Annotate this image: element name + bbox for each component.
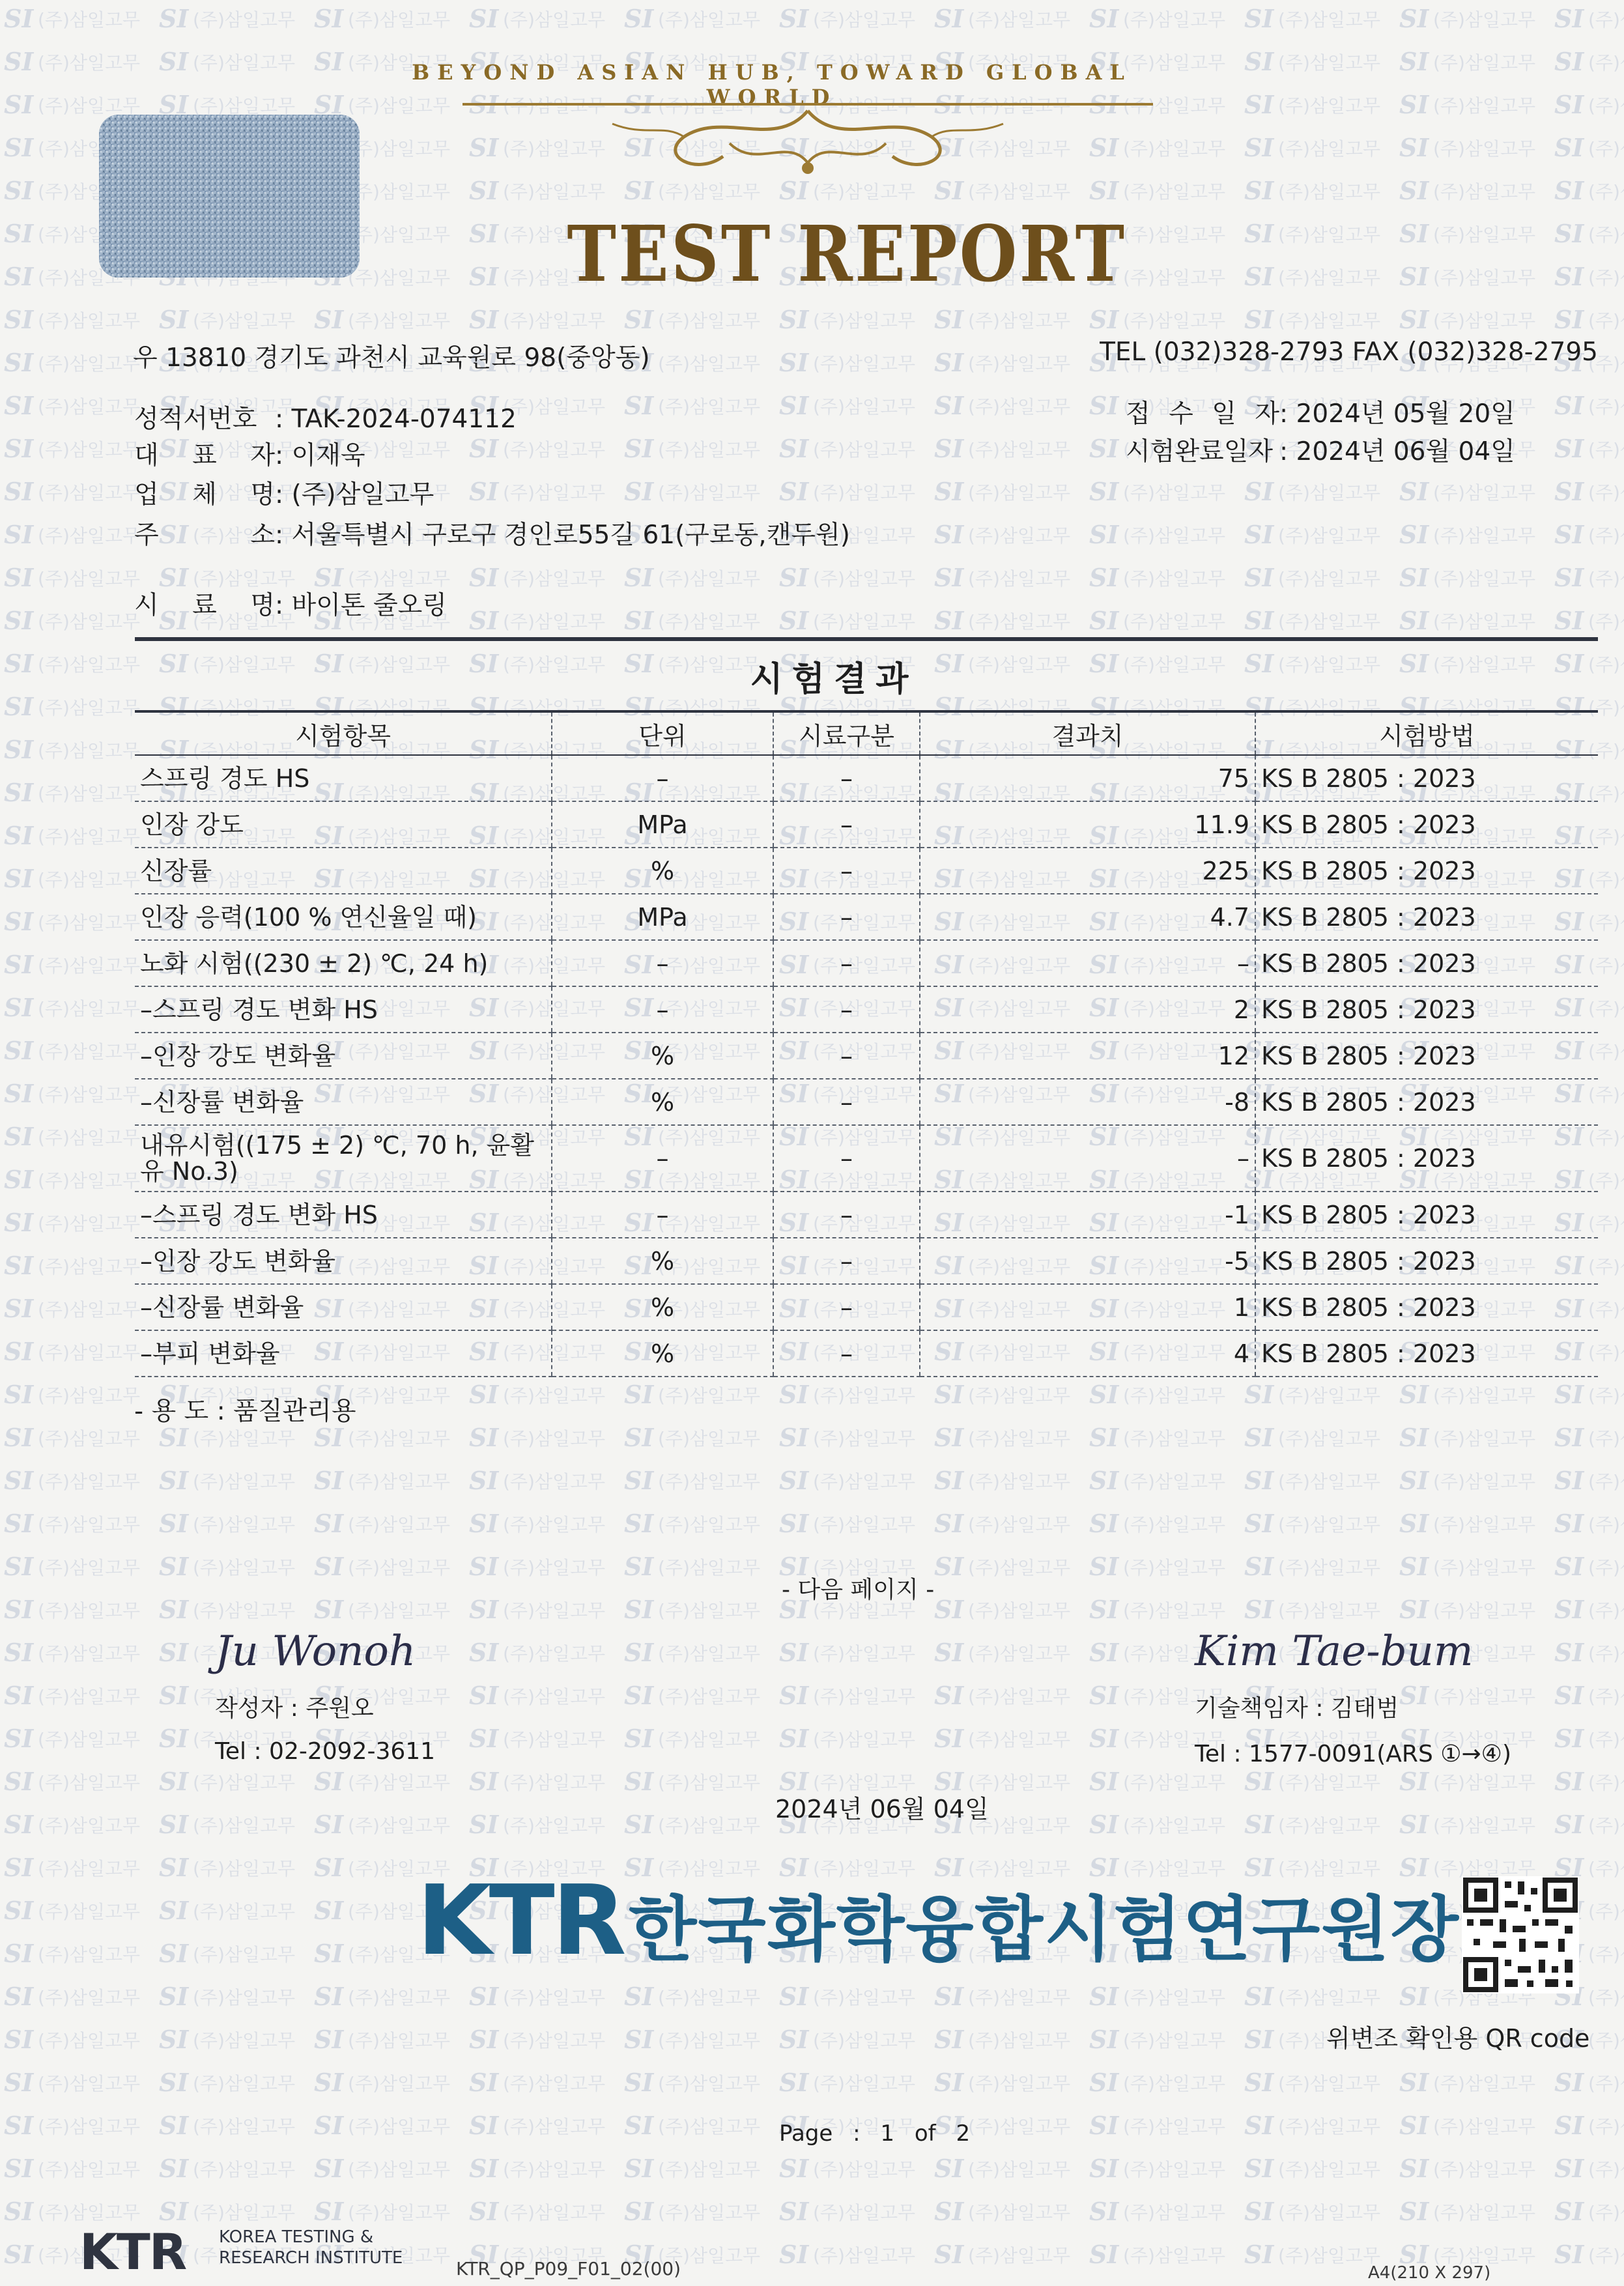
cell-sample: – bbox=[773, 940, 920, 986]
cell-unit: – bbox=[552, 755, 773, 801]
cell-sample: – bbox=[773, 801, 920, 848]
meta-address: 주 소: 서울특별시 구로구 경인로55길 61(구로동,캔두원) bbox=[134, 521, 850, 550]
cell-value: 4.7 bbox=[920, 894, 1255, 940]
writer-signature: Ju Wonoh bbox=[215, 1627, 416, 1676]
tech-manager-tel: Tel : 1577-0091(ARS ①→④) bbox=[1195, 1741, 1511, 1767]
cell-unit: – bbox=[552, 940, 773, 986]
cell-method: KS B 2805 : 2023 bbox=[1255, 1079, 1598, 1125]
table-row bbox=[135, 755, 1598, 801]
cell-item: 인장 응력(100 % 연신율일 때) bbox=[135, 894, 552, 940]
col-header-sample: 시료구분 bbox=[773, 711, 920, 755]
hologram-seal bbox=[99, 115, 360, 278]
table-row bbox=[135, 894, 1598, 940]
gold-ornament bbox=[449, 98, 1166, 195]
cell-item: 인장 강도 bbox=[135, 801, 552, 848]
table-row bbox=[135, 1033, 1598, 1079]
cell-item: 스프링 경도 HS bbox=[135, 755, 552, 801]
cell-method: KS B 2805 : 2023 bbox=[1255, 1033, 1598, 1079]
cell-method: KS B 2805 : 2023 bbox=[1255, 801, 1598, 848]
cell-sample: – bbox=[773, 1125, 920, 1192]
cell-unit: MPa bbox=[552, 801, 773, 848]
cell-sample: – bbox=[773, 1238, 920, 1284]
cell-unit: % bbox=[552, 1284, 773, 1330]
cell-unit: – bbox=[552, 986, 773, 1033]
cell-item: –인장 강도 변화율 bbox=[135, 1238, 552, 1284]
cell-item: –인장 강도 변화율 bbox=[135, 1033, 552, 1079]
cell-sample: – bbox=[773, 894, 920, 940]
cell-method: KS B 2805 : 2023 bbox=[1255, 986, 1598, 1033]
cell-unit: % bbox=[552, 1238, 773, 1284]
lab-tel-fax: TEL (032)328-2793 FAX (032)328-2795 bbox=[1100, 337, 1598, 367]
cell-sample: – bbox=[773, 755, 920, 801]
cell-value: 2 bbox=[920, 986, 1255, 1033]
cell-method: KS B 2805 : 2023 bbox=[1255, 1284, 1598, 1330]
meta-completed-date: 시험완료일자 : 2024년 06월 04일 bbox=[1126, 437, 1515, 466]
cell-method: KS B 2805 : 2023 bbox=[1255, 1192, 1598, 1238]
writer-tel: Tel : 02-2092-3611 bbox=[215, 1738, 436, 1765]
cell-item: –신장률 변화율 bbox=[135, 1079, 552, 1125]
table-row bbox=[135, 940, 1598, 986]
next-page-note: - 다음 페이지 - bbox=[782, 1577, 935, 1603]
cell-sample: – bbox=[773, 848, 920, 894]
cell-unit: % bbox=[552, 1330, 773, 1377]
report-title: TEST REPORT bbox=[567, 208, 1127, 299]
qr-code-label: 위변조 확인용 QR code bbox=[1326, 2024, 1590, 2053]
cell-method: KS B 2805 : 2023 bbox=[1255, 1330, 1598, 1377]
footer-paper-size: A4(210 X 297) bbox=[1368, 2263, 1491, 2283]
cell-method: KS B 2805 : 2023 bbox=[1255, 1238, 1598, 1284]
cell-value: 75 bbox=[920, 755, 1255, 801]
cell-item: –신장률 변화율 bbox=[135, 1284, 552, 1330]
cell-method: KS B 2805 : 2023 bbox=[1255, 894, 1598, 940]
cell-sample: – bbox=[773, 1079, 920, 1125]
ktr-logo: KTR bbox=[417, 1865, 624, 1977]
cell-item: –스프링 경도 변화 HS bbox=[135, 1192, 552, 1238]
table-row bbox=[135, 1192, 1598, 1238]
footer-form-code: KTR_QP_P09_F01_02(00) bbox=[456, 2258, 681, 2279]
cell-unit: % bbox=[552, 1033, 773, 1079]
cell-method: KS B 2805 : 2023 bbox=[1255, 755, 1598, 801]
table-row bbox=[135, 986, 1598, 1033]
meta-sample-name: 시 료 명: 바이톤 줄오링 bbox=[134, 591, 447, 620]
institute-name: 한국화학융합시험연구원장 bbox=[629, 1889, 1460, 1971]
tech-manager-signature: Kim Tae-bum bbox=[1195, 1627, 1474, 1676]
cell-unit: – bbox=[552, 1125, 773, 1192]
table-row bbox=[135, 848, 1598, 894]
meta-representative: 대 표 자: 이재욱 bbox=[134, 441, 365, 470]
cell-sample: – bbox=[773, 1033, 920, 1079]
issue-date: 2024년 06월 04일 bbox=[775, 1795, 989, 1823]
results-table bbox=[135, 710, 1598, 1377]
cell-unit: – bbox=[552, 1192, 773, 1238]
tech-manager-role: 기술책임자 : 김태범 bbox=[1195, 1695, 1399, 1722]
cell-item: –부피 변화율 bbox=[135, 1330, 552, 1377]
cell-value: 11.9 bbox=[920, 801, 1255, 848]
footer-institute-name: KOREA TESTING & RESEARCH INSTITUTE bbox=[219, 2227, 403, 2268]
col-header-method: 시험방법 bbox=[1255, 711, 1598, 755]
table-row bbox=[135, 1125, 1598, 1192]
meta-report-number: 성적서번호 : TAK-2024-074112 bbox=[134, 405, 517, 434]
col-header-item: 시험항목 bbox=[135, 711, 552, 755]
cell-value: 12 bbox=[920, 1033, 1255, 1079]
lab-address: 우 13810 경기도 과천시 교육원로 98(중앙동) bbox=[133, 343, 650, 373]
cell-value: -1 bbox=[920, 1192, 1255, 1238]
usage-note: - 용 도 : 품질관리용 bbox=[134, 1397, 356, 1426]
results-title: 시험결과 bbox=[750, 660, 918, 699]
cell-method: KS B 2805 : 2023 bbox=[1255, 940, 1598, 986]
header-slogan: BEYOND ASIAN HUB, TOWARD GLOBAL WORLD bbox=[412, 60, 1132, 109]
cell-item: –스프링 경도 변화 HS bbox=[135, 986, 552, 1033]
cell-value: – bbox=[920, 1125, 1255, 1192]
cell-value: 225 bbox=[920, 848, 1255, 894]
cell-item: 내유시험((175 ± 2) ℃, 70 h, 윤활유 No.3) bbox=[135, 1125, 552, 1192]
table-row bbox=[135, 1238, 1598, 1284]
cell-value: -8 bbox=[920, 1079, 1255, 1125]
divider-rule bbox=[135, 637, 1598, 641]
cell-value: 4 bbox=[920, 1330, 1255, 1377]
table-row bbox=[135, 1079, 1598, 1125]
meta-company: 업 체 명: (주)삼일고무 bbox=[134, 480, 434, 509]
cell-unit: % bbox=[552, 1079, 773, 1125]
meta-received-date: 접 수 일 자: 2024년 05월 20일 bbox=[1126, 399, 1515, 429]
cell-unit: % bbox=[552, 848, 773, 894]
cell-item: 노화 시험((230 ± 2) ℃, 24 h) bbox=[135, 940, 552, 986]
cell-unit: MPa bbox=[552, 894, 773, 940]
cell-sample: – bbox=[773, 1330, 920, 1377]
cell-value: – bbox=[920, 940, 1255, 986]
cell-sample: – bbox=[773, 1192, 920, 1238]
cell-method: KS B 2805 : 2023 bbox=[1255, 1125, 1598, 1192]
table-row bbox=[135, 1284, 1598, 1330]
cell-value: 1 bbox=[920, 1284, 1255, 1330]
qr-code-icon[interactable] bbox=[1462, 1876, 1579, 1993]
cell-sample: – bbox=[773, 986, 920, 1033]
table-row bbox=[135, 1330, 1598, 1377]
col-header-value: 결과치 bbox=[920, 711, 1255, 755]
cell-item: 신장률 bbox=[135, 848, 552, 894]
results-header-row bbox=[135, 711, 1598, 755]
cell-method: KS B 2805 : 2023 bbox=[1255, 848, 1598, 894]
cell-value: -5 bbox=[920, 1238, 1255, 1284]
table-row bbox=[135, 801, 1598, 848]
col-header-unit: 단위 bbox=[552, 711, 773, 755]
footer-ktr-logo: KTR bbox=[79, 2223, 186, 2281]
writer-role: 작성자 : 주원오 bbox=[215, 1695, 374, 1722]
cell-sample: – bbox=[773, 1284, 920, 1330]
page-indicator: Page : 1 of 2 bbox=[779, 2121, 971, 2147]
